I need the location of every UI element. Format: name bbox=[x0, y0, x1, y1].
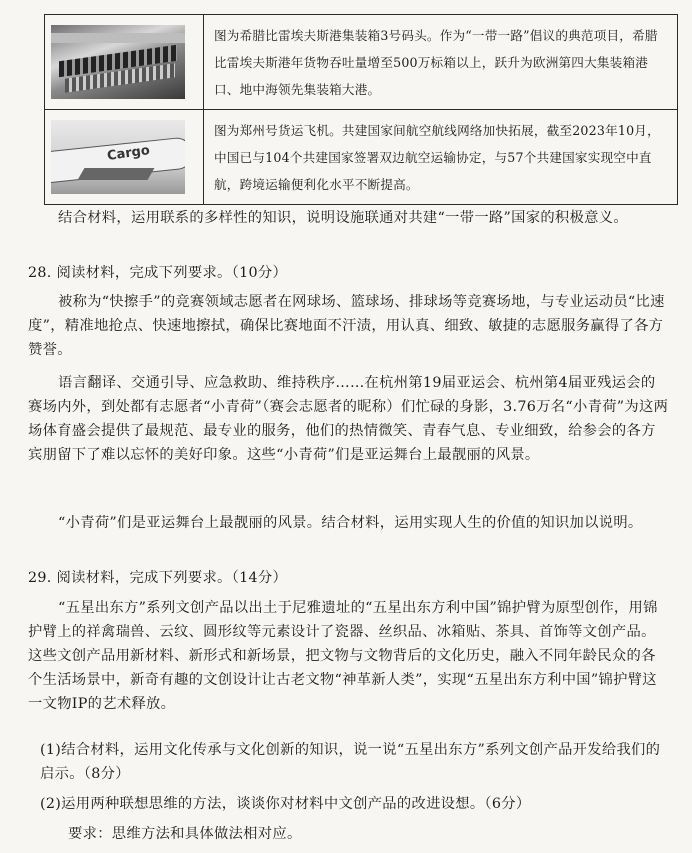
q28-prompt: “小青荷”们是亚运舞台上最靓丽的风景。结合材料，运用实现人生的价值的知识加以说明。 bbox=[58, 515, 643, 531]
q29-sub2: (2)运用两种联想思维的方法，谈谈你对材料中文创产品的改进设想。（6分） bbox=[40, 796, 531, 812]
q29-sub1: (1)结合材料，运用文化传承与文化创新的知识，说一说“五星出东方”系列文创产品开发给我们的启示。（8分） bbox=[40, 742, 661, 782]
q29-requirement: 要求：思维方法和具体做法相对应。 bbox=[68, 826, 302, 842]
table-row-text: 图为郑州号货运飞机。共建国家间航空航线网络加快拓展，截至2023年10月，中国已与104个共建国家签署双边航空运输协定，与57个共建国家实现空中直航，跨境运输便利化水平不断提高。 bbox=[204, 110, 678, 205]
table-row-text: 图为希腊比雷埃夫斯港集装箱3号码头。作为“一带一路”倡议的典范项目，希腊比雷埃夫斯港年货物吞吐量增至500万标箱以上，跃升为欧洲第四大集装箱港口、地中海领先集装箱大港。 bbox=[204, 15, 678, 110]
material-table bbox=[44, 14, 678, 205]
q28-para2: 语言翻译、交通引导、应急救助、维持秩序……在杭州第19届亚运会、杭州第4届亚残运会的赛场内外，到处都有志愿者“小青荷”（赛会志愿者的昵称）们忙碌的身影，3.76万名“小青荷”为这两场体育盛会提供了最规范、最专业的服务，他们的热情微笑、青春气息、专业细致，给参会的各方宾朋留下了难以忘怀的美好印象。这些“小青荷”们是亚运舞台上最靓丽的风景。 bbox=[28, 375, 669, 463]
plane-livery-text: Cargo bbox=[106, 143, 151, 164]
table-row bbox=[45, 15, 678, 110]
table-row bbox=[45, 110, 678, 205]
port-photo bbox=[51, 25, 185, 99]
q28-para1: 被称为“快擦手”的竞赛领域志愿者在网球场、篮球场、排球场等竞赛场地，与专业运动员“比速度”，精准地抢点、快速地擦拭，确保比赛地面不汗渍，用认真、细致、敏捷的志愿服务赢得了各方赞誉。 bbox=[28, 294, 665, 358]
q28-title: 28. 阅读材料，完成下列要求。（10分） bbox=[28, 265, 288, 281]
q27-prompt: 结合材料，运用联系的多样性的知识，说明设施联通对共建“一带一路”国家的积极意义。 bbox=[58, 210, 628, 226]
cargo-plane-photo bbox=[51, 120, 185, 194]
q29-para1: “五星出东方”系列文创产品以出土于尼雅遗址的“五星出东方利中国”锦护臂为原型创作，用锦护臂上的祥禽瑞兽、云纹、圆形纹等元素设计了瓷器、丝织品、冰箱贴、茶具、首饰等文创产品。这些文创产品用新材料、新形式和新场景，把文物与文物背后的文化历史，融入不同年龄民众的各个生活场景中，新奇有趣的文创设计让古老文物“神革新人类”，实现“五星出东方利中国”锦护臂这一文物IP的艺术释放。 bbox=[28, 600, 658, 712]
q29-title: 29. 阅读材料，完成下列要求。（14分） bbox=[28, 570, 288, 586]
